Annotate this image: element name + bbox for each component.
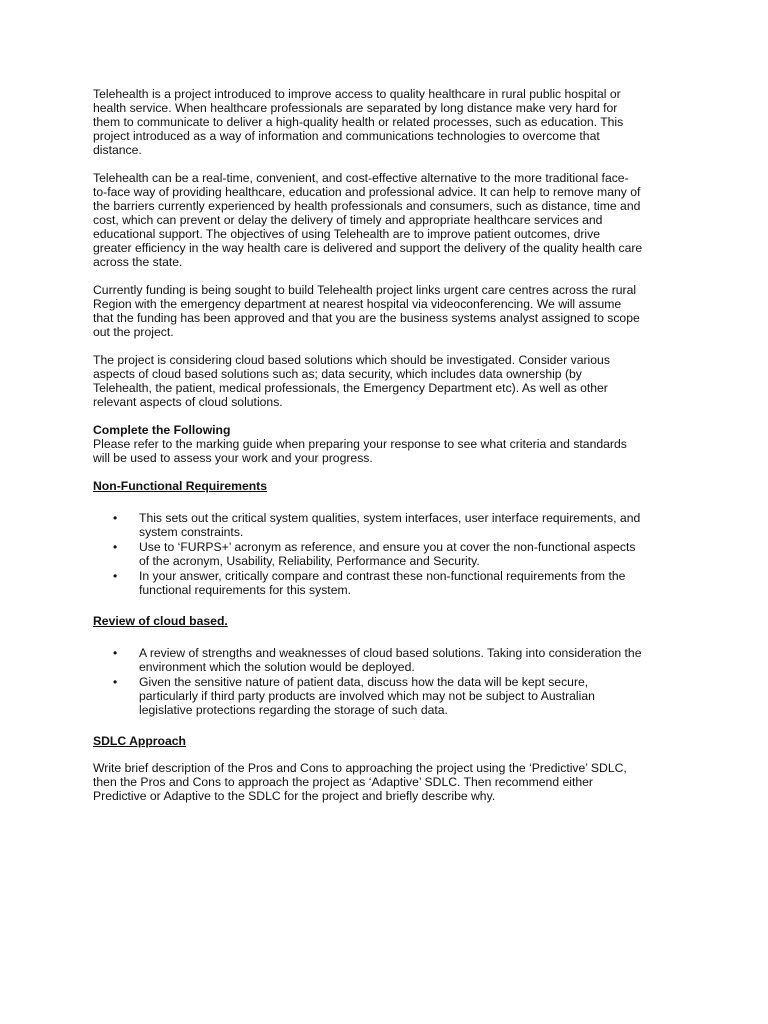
text-line: aspects of cloud based solutions such as; data security, which includes data ownership (by <box>93 367 582 381</box>
text-line: The project is considering cloud based solutions which should be investigated. Consider various <box>93 353 610 367</box>
text-line: greater efficiency in the way health care is delivered and support the delivery of the quality health care <box>93 241 643 255</box>
sdlc-heading: SDLC Approach <box>93 734 186 748</box>
text-line: them to communicate to deliver a high-quality health or related processes, such as education. This <box>93 115 624 129</box>
text-line: out the project. <box>93 325 174 339</box>
text-line: will be used to assess your work and your progress. <box>93 451 373 465</box>
text-line: A review of strengths and weaknesses of cloud based solutions. Taking into consideration the <box>139 646 642 660</box>
text-line: distance. <box>93 143 142 157</box>
text-line: Telehealth can be a real-time, convenient, and cost-effective alternative to the more traditional face- <box>93 171 629 185</box>
text-line: to-face way of providing healthcare, education and professional advice. It can help to remove many of <box>93 185 641 199</box>
text-line: Region with the emergency department at nearest hospital via videoconferencing. We will assume <box>93 297 622 311</box>
complete-heading: Complete the Following <box>93 423 231 437</box>
text-line: This sets out the critical system qualities, system interfaces, user interface requirements, and <box>139 511 641 525</box>
text-line: the barriers currently experienced by health professionals and consumers, such as distance, time and <box>93 199 641 213</box>
text-line: cost, which can prevent or delay the delivery of timely and appropriate healthcare services and <box>93 213 603 227</box>
text-line: legislative protections regarding the storage of such data. <box>139 703 448 717</box>
text-line: health service. When healthcare professionals are separated by long distance make very hard for <box>93 101 618 115</box>
review-heading: Review of cloud based. <box>93 614 228 628</box>
text-line: project introduced as a way of information and communications technologies to overcome that <box>93 129 600 143</box>
text-line: particularly if third party products are involved which may not be subject to Australian <box>139 689 595 703</box>
text-line: Use to ‘FURPS+’ acronym as reference, and ensure you at cover the non-functional aspects <box>139 540 636 554</box>
bullet-icon: • <box>113 646 118 660</box>
text-line: Write brief description of the Pros and Cons to approaching the project using the ‘Predictive’ SDLC, <box>93 761 627 775</box>
text-line: Please refer to the marking guide when preparing your response to see what criteria and standards <box>93 437 627 451</box>
text-line: Telehealth is a project introduced to improve access to quality healthcare in rural public hospital or <box>93 87 621 101</box>
text-line: environment which the solution would be deployed. <box>139 660 415 674</box>
text-line: then the Pros and Cons to approach the project as ‘Adaptive’ SDLC. Then recommend either <box>93 775 593 789</box>
text-line: system constraints. <box>139 525 244 539</box>
bullet-icon: • <box>113 511 118 525</box>
bullet-icon: • <box>113 675 118 689</box>
text-line: Predictive or Adaptive to the SDLC for the project and briefly describe why. <box>93 789 496 803</box>
text-line: functional requirements for this system. <box>139 583 352 597</box>
text-line: of the acronym, Usability, Reliability, Performance and Security. <box>139 554 480 568</box>
text-line: educational support. The objectives of using Telehealth are to improve patient outcomes, drive <box>93 227 600 241</box>
text-line: In your answer, critically compare and contrast these non-functional requirements from the <box>139 569 626 583</box>
bullet-icon: • <box>113 569 118 583</box>
nfr-heading: Non-Functional Requirements <box>93 479 268 493</box>
text-line: Telehealth, the patient, medical professionals, the Emergency Department etc). As well as other <box>93 381 608 395</box>
bullet-icon: • <box>113 540 118 554</box>
text-line: Given the sensitive nature of patient data, discuss how the data will be kept secure, <box>139 675 589 689</box>
text-line: that the funding has been approved and that you are the business systems analyst assigned to scope <box>93 311 640 325</box>
text-line: relevant aspects of cloud solutions. <box>93 395 283 409</box>
text-line: across the state. <box>93 255 183 269</box>
text-line: Currently funding is being sought to build Telehealth project links urgent care centres across the rural <box>93 283 637 297</box>
